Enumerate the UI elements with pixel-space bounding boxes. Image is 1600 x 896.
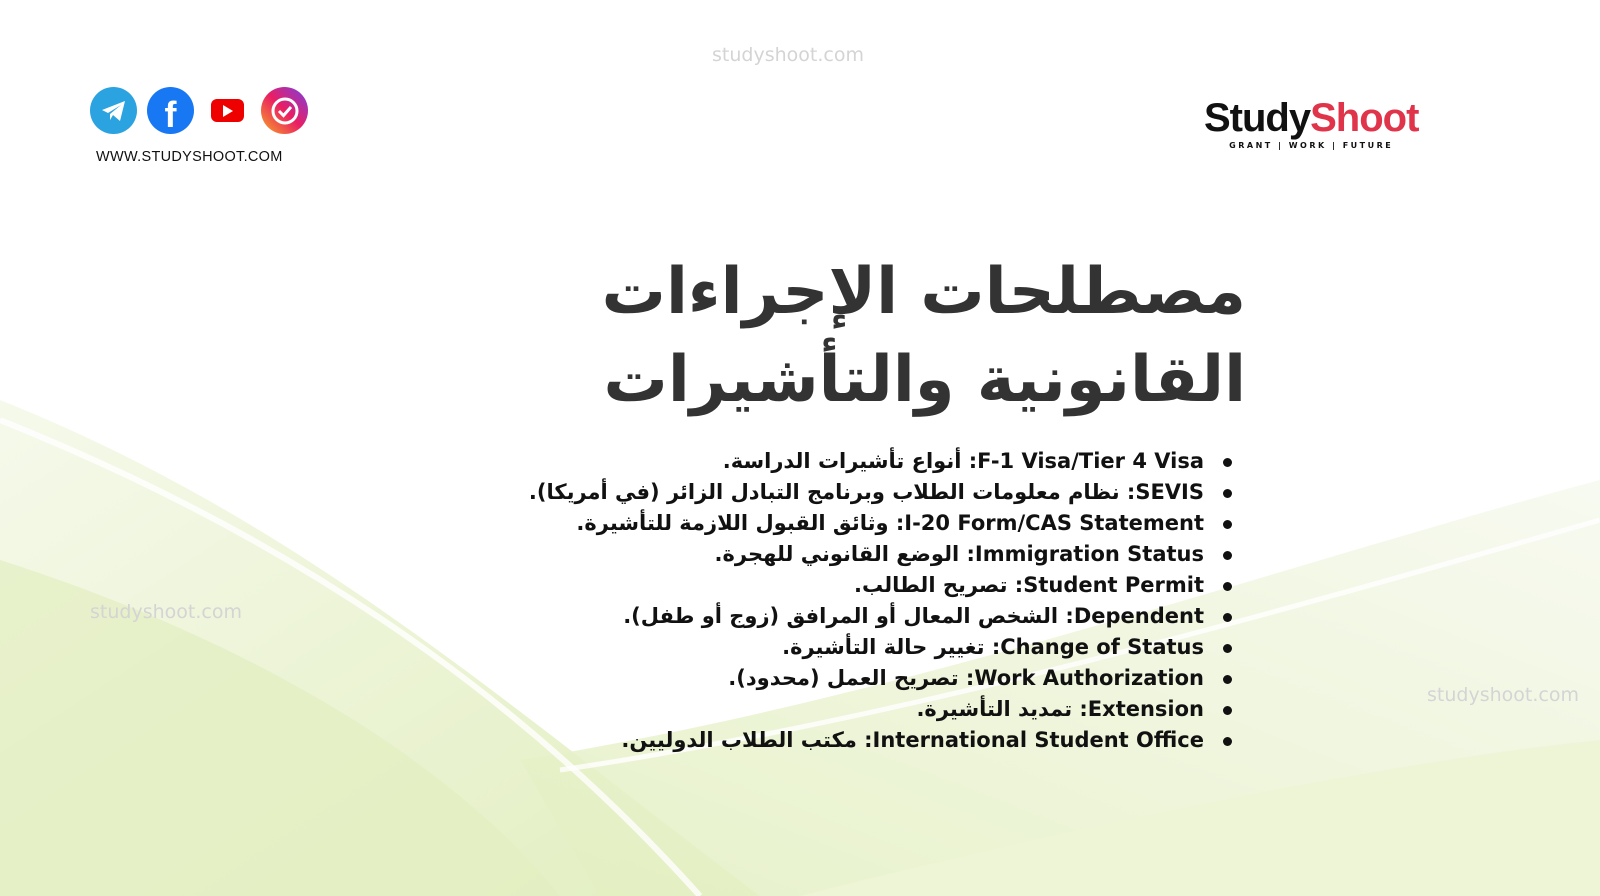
watermark: studyshoot.com <box>712 44 864 66</box>
term: Work Authorization <box>974 666 1204 690</box>
term-description: : مكتب الطلاب الدوليين. <box>621 728 873 752</box>
logo-part1: Study <box>1204 96 1311 140</box>
list-item <box>529 725 1234 756</box>
term: Dependent <box>1073 604 1204 628</box>
term-description: : الشخص المعال أو المرافق (زوج أو طفل). <box>623 604 1074 628</box>
instagram-icon[interactable] <box>261 87 308 134</box>
term-description: : نظام معلومات الطلاب وبرنامج التبادل الزائر (في أمريكا). <box>528 480 1136 504</box>
term-description: : تغيير حالة التأشيرة. <box>782 635 1001 659</box>
facebook-icon[interactable]: f <box>147 87 194 134</box>
logo-part2: Shoot <box>1310 96 1419 140</box>
studyshoot-logo <box>1204 98 1418 150</box>
term: Student Permit <box>1023 573 1204 597</box>
youtube-icon[interactable] <box>204 87 251 134</box>
social-links <box>90 87 308 134</box>
list-item <box>529 632 1234 663</box>
list-item <box>529 570 1234 601</box>
list-item <box>529 663 1234 694</box>
list-item <box>529 477 1234 508</box>
term: Immigration Status <box>974 542 1204 566</box>
terms-list <box>529 446 1234 756</box>
title-line-1: مصطلحات الإجراءات <box>601 255 1246 329</box>
term: SEVIS <box>1135 480 1204 504</box>
term-description: : الوضع القانوني للهجرة. <box>714 542 975 566</box>
term-description: : تمديد التأشيرة. <box>916 697 1088 721</box>
term: I-20 Form/CAS Statement <box>904 511 1204 535</box>
title-line-2: القانونية والتأشيرات <box>603 343 1246 417</box>
telegram-icon[interactable] <box>90 87 137 134</box>
term: Extension <box>1087 697 1204 721</box>
watermark: studyshoot.com <box>90 601 242 623</box>
page-title <box>602 248 1246 424</box>
logo-tagline: GRANT | WORK | FUTURE <box>1229 141 1394 150</box>
term-description: : تصريح العمل (محدود). <box>728 666 975 690</box>
term-description: : تصريح الطالب. <box>854 573 1024 597</box>
watermark: studyshoot.com <box>1427 684 1579 706</box>
website-link[interactable]: WWW.STUDYSHOOT.COM <box>96 149 283 165</box>
list-item <box>529 539 1234 570</box>
list-item <box>529 694 1234 725</box>
list-item <box>529 601 1234 632</box>
term-description: : أنواع تأشيرات الدراسة. <box>722 449 978 473</box>
term-description: : وثائق القبول اللازمة للتأشيرة. <box>576 511 905 535</box>
term: F-1 Visa/Tier 4 Visa <box>977 449 1204 473</box>
list-item <box>529 446 1234 477</box>
term: International Student Office <box>872 728 1204 752</box>
term: Change of Status <box>1000 635 1204 659</box>
list-item <box>529 508 1234 539</box>
